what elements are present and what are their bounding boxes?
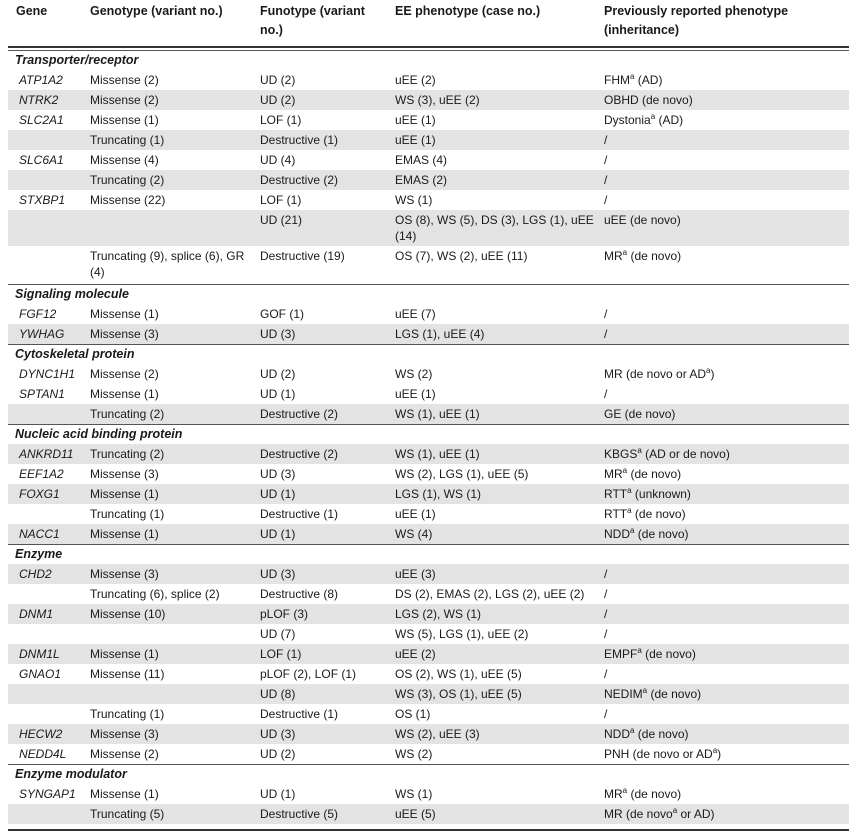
footnote-marker: a bbox=[630, 726, 635, 735]
footnote-marker: a bbox=[672, 806, 678, 815]
ee-phenotype-cell: WS (4) bbox=[395, 527, 433, 541]
ee-phenotype-cell: OS (8), WS (5), DS (3), LGS (1), uEE (14) bbox=[395, 213, 594, 243]
phenotype-text: PNH (de novo or AD bbox=[604, 747, 713, 761]
footnote-marker: a bbox=[622, 248, 628, 257]
funotype-cell: LOF (1) bbox=[260, 647, 302, 661]
phenotype-text: / bbox=[604, 193, 608, 207]
previous-phenotype-cell bbox=[604, 72, 849, 88]
table-row bbox=[8, 210, 849, 246]
previous-phenotype-cell bbox=[604, 486, 849, 502]
table-row bbox=[8, 584, 849, 604]
section-row bbox=[8, 284, 849, 304]
phenotype-text: NEDIM bbox=[604, 687, 643, 701]
ee-phenotype-cell: uEE (1) bbox=[395, 113, 436, 127]
table-row bbox=[8, 324, 849, 344]
phenotype-text: MR bbox=[604, 467, 623, 481]
phenotype-text: / bbox=[604, 307, 608, 321]
previous-phenotype-cell bbox=[604, 506, 849, 522]
table-row bbox=[8, 404, 849, 424]
previous-phenotype-cell bbox=[604, 806, 849, 822]
genotype-cell: Missense (2) bbox=[90, 73, 159, 87]
ee-phenotype-cell: WS (2) bbox=[395, 747, 433, 761]
ee-phenotype-cell: EMAS (4) bbox=[395, 153, 448, 167]
funotype-cell: Destructive (1) bbox=[260, 507, 339, 521]
section-rule bbox=[8, 344, 849, 345]
genotype-cell: Truncating (1) bbox=[90, 507, 165, 521]
gene-cell: GNAO1 bbox=[19, 667, 62, 681]
table-row bbox=[8, 644, 849, 664]
table-row bbox=[8, 90, 849, 110]
previous-phenotype-cell bbox=[604, 112, 849, 128]
footnote-marker: a bbox=[630, 526, 635, 535]
funotype-cell: Destructive (5) bbox=[260, 807, 339, 821]
phenotype-text: / bbox=[604, 667, 608, 681]
phenotype-text: (AD) bbox=[634, 73, 663, 87]
phenotype-text: (de novo) bbox=[627, 249, 682, 263]
footnote-marker: a bbox=[637, 446, 642, 455]
funotype-cell: UD (3) bbox=[260, 327, 296, 341]
gene-cell: SYNGAP1 bbox=[19, 787, 76, 801]
table-row bbox=[8, 744, 849, 764]
gene-cell: NTRK2 bbox=[19, 93, 59, 107]
funotype-cell: UD (1) bbox=[260, 527, 296, 541]
gene-cell: ATP1A2 bbox=[19, 73, 63, 87]
table-row bbox=[8, 804, 849, 824]
header-genotype: Genotype (variant no.) bbox=[90, 4, 223, 18]
genotype-cell: Missense (3) bbox=[90, 327, 159, 341]
genotype-cell: Missense (1) bbox=[90, 787, 159, 801]
previous-phenotype-cell bbox=[604, 466, 849, 482]
ee-phenotype-cell: WS (1) bbox=[395, 193, 433, 207]
phenotype-text: KBGS bbox=[604, 447, 638, 461]
phenotype-text: (de novo) bbox=[634, 727, 689, 741]
phenotype-text: EMPF bbox=[604, 647, 638, 661]
phenotype-text: (de novo) bbox=[634, 527, 689, 541]
genotype-cell: Missense (1) bbox=[90, 387, 159, 401]
table-row bbox=[8, 170, 849, 190]
bottom-rule bbox=[8, 829, 849, 831]
previous-phenotype-cell bbox=[604, 248, 849, 264]
genotype-cell: Missense (1) bbox=[90, 527, 159, 541]
footnote-marker: a bbox=[650, 112, 656, 121]
funotype-cell: UD (3) bbox=[260, 727, 296, 741]
table-header bbox=[0, 0, 857, 44]
funotype-cell: UD (2) bbox=[260, 93, 296, 107]
section-rule bbox=[8, 424, 849, 425]
table-row bbox=[8, 504, 849, 524]
section-rule bbox=[8, 284, 849, 285]
ee-phenotype-cell: LGS (1), uEE (4) bbox=[395, 327, 485, 341]
gene-cell: NACC1 bbox=[19, 527, 60, 541]
ee-phenotype-cell: OS (7), WS (2), uEE (11) bbox=[395, 249, 528, 263]
ee-phenotype-cell: WS (2), uEE (3) bbox=[395, 727, 480, 741]
phenotype-text: uEE (de novo) bbox=[604, 213, 681, 227]
footnote-marker: a bbox=[627, 506, 632, 515]
phenotype-text: OBHD (de novo) bbox=[604, 93, 693, 107]
phenotype-text: / bbox=[604, 153, 608, 167]
previous-phenotype-cell bbox=[604, 446, 849, 462]
phenotype-text: / bbox=[604, 173, 608, 187]
previous-phenotype-cell bbox=[604, 606, 849, 622]
funotype-cell: Destructive (2) bbox=[260, 173, 339, 187]
previous-phenotype-cell bbox=[604, 726, 849, 742]
genotype-cell: Missense (11) bbox=[90, 667, 165, 681]
phenotype-text: / bbox=[604, 627, 608, 641]
previous-phenotype-cell bbox=[604, 646, 849, 662]
funotype-cell: UD (2) bbox=[260, 73, 296, 87]
header-rule bbox=[8, 46, 849, 48]
phenotype-text: ) bbox=[710, 367, 715, 381]
ee-phenotype-cell: WS (3), uEE (2) bbox=[395, 93, 480, 107]
funotype-cell: LOF (1) bbox=[260, 193, 302, 207]
funotype-cell: pLOF (2), LOF (1) bbox=[260, 667, 357, 681]
phenotype-text: NDD bbox=[604, 727, 630, 741]
funotype-cell: Destructive (8) bbox=[260, 587, 339, 601]
previous-phenotype-cell bbox=[604, 326, 849, 342]
phenotype-text: (AD) bbox=[655, 113, 684, 127]
previous-phenotype-cell bbox=[604, 746, 849, 762]
header-previous-phenotype: Previously reported phenotype (inheritance) bbox=[604, 4, 789, 37]
previous-phenotype-cell bbox=[604, 666, 849, 682]
gene-cell: STXBP1 bbox=[19, 193, 66, 207]
funotype-cell: UD (2) bbox=[260, 367, 296, 381]
table-row bbox=[8, 364, 849, 384]
gene-cell: SLC6A1 bbox=[19, 153, 64, 167]
genotype-cell: Missense (1) bbox=[90, 307, 159, 321]
section-rule bbox=[8, 764, 849, 765]
gene-cell: EEF1A2 bbox=[19, 467, 64, 481]
phenotype-text: (de novo) bbox=[631, 507, 686, 521]
ee-phenotype-cell: WS (1) bbox=[395, 787, 433, 801]
ee-phenotype-cell: WS (1), uEE (1) bbox=[395, 407, 480, 421]
section-label: Transporter/receptor bbox=[15, 53, 139, 67]
footnote-marker: a bbox=[642, 686, 648, 695]
header-funotype: Funotype (variant no.) bbox=[260, 4, 365, 37]
ee-phenotype-cell: WS (1), uEE (1) bbox=[395, 447, 480, 461]
funotype-cell: Destructive (2) bbox=[260, 407, 339, 421]
gene-cell: YWHAG bbox=[19, 327, 65, 341]
footnote-marker: a bbox=[622, 466, 628, 475]
genotype-cell: Missense (1) bbox=[90, 647, 159, 661]
previous-phenotype-cell bbox=[604, 626, 849, 642]
table-row bbox=[8, 150, 849, 170]
genotype-cell: Truncating (6), splice (2) bbox=[90, 587, 220, 601]
previous-phenotype-cell bbox=[604, 686, 849, 702]
table-row bbox=[8, 444, 849, 464]
phenotype-text: / bbox=[604, 133, 608, 147]
phenotype-text: MR bbox=[604, 787, 623, 801]
table-row bbox=[8, 190, 849, 210]
phenotype-text: (de novo) bbox=[641, 647, 696, 661]
table-row bbox=[8, 604, 849, 624]
section-row bbox=[8, 344, 849, 364]
phenotype-text: / bbox=[604, 587, 608, 601]
ee-phenotype-cell: OS (2), WS (1), uEE (5) bbox=[395, 667, 522, 681]
ee-phenotype-cell: DS (2), EMAS (2), LGS (2), uEE (2) bbox=[395, 587, 585, 601]
funotype-cell: UD (3) bbox=[260, 567, 296, 581]
gene-cell: SLC2A1 bbox=[19, 113, 64, 127]
table-row bbox=[8, 304, 849, 324]
footnote-marker: a bbox=[637, 646, 642, 655]
funotype-cell: Destructive (1) bbox=[260, 133, 339, 147]
genotype-cell: Truncating (2) bbox=[90, 407, 165, 421]
ee-phenotype-cell: uEE (7) bbox=[395, 307, 436, 321]
header-gene: Gene bbox=[16, 4, 48, 18]
phenotype-text: MR (de novo bbox=[604, 807, 673, 821]
funotype-cell: UD (3) bbox=[260, 467, 296, 481]
previous-phenotype-cell bbox=[604, 526, 849, 542]
previous-phenotype-cell bbox=[604, 172, 849, 188]
previous-phenotype-cell bbox=[604, 786, 849, 802]
ee-phenotype-cell: uEE (2) bbox=[395, 647, 436, 661]
funotype-cell: UD (7) bbox=[260, 627, 296, 641]
genotype-cell: Missense (3) bbox=[90, 727, 159, 741]
funotype-cell: UD (4) bbox=[260, 153, 296, 167]
genotype-cell: Missense (10) bbox=[90, 607, 166, 621]
phenotype-text: RTT bbox=[604, 487, 628, 501]
phenotype-text: ) bbox=[717, 747, 722, 761]
phenotype-text: Dystonia bbox=[604, 113, 651, 127]
funotype-cell: LOF (1) bbox=[260, 113, 302, 127]
genotype-cell: Truncating (1) bbox=[90, 133, 165, 147]
footnote-marker: a bbox=[627, 486, 632, 495]
previous-phenotype-cell bbox=[604, 152, 849, 168]
genotype-cell: Truncating (5) bbox=[90, 807, 165, 821]
footnote-marker: a bbox=[706, 366, 711, 375]
gene-cell: DYNC1H1 bbox=[19, 367, 76, 381]
footnote-marker: a bbox=[712, 746, 718, 755]
header-ee-phenotype: EE phenotype (case no.) bbox=[395, 4, 541, 18]
table-row bbox=[8, 246, 849, 284]
section-rule bbox=[8, 544, 849, 545]
section-label: Signaling molecule bbox=[15, 287, 129, 301]
ee-phenotype-cell: uEE (1) bbox=[395, 387, 436, 401]
table-row bbox=[8, 484, 849, 504]
table-row bbox=[8, 704, 849, 724]
ee-phenotype-cell: OS (1) bbox=[395, 707, 431, 721]
previous-phenotype-cell bbox=[604, 406, 849, 422]
table-row bbox=[8, 464, 849, 484]
footnote-marker: a bbox=[630, 72, 635, 81]
previous-phenotype-cell bbox=[604, 132, 849, 148]
previous-phenotype-cell bbox=[604, 192, 849, 208]
genotype-cell: Truncating (2) bbox=[90, 447, 165, 461]
phenotype-text: (de novo) bbox=[627, 787, 682, 801]
section-label: Enzyme bbox=[15, 547, 63, 561]
table-row bbox=[8, 564, 849, 584]
ee-phenotype-cell: LGS (1), WS (1) bbox=[395, 487, 482, 501]
phenotype-text: (unknown) bbox=[631, 487, 691, 501]
phenotype-text: / bbox=[604, 567, 608, 581]
section-label: Enzyme modulator bbox=[15, 767, 127, 781]
genotype-cell: Truncating (9), splice (6), GR (4) bbox=[90, 249, 245, 279]
section-row bbox=[8, 544, 849, 564]
section-row bbox=[8, 424, 849, 444]
gene-cell: CHD2 bbox=[19, 567, 52, 581]
funotype-cell: UD (8) bbox=[260, 687, 296, 701]
table-row bbox=[8, 664, 849, 684]
genotype-cell: Truncating (2) bbox=[90, 173, 165, 187]
previous-phenotype-cell bbox=[604, 586, 849, 602]
genotype-cell: Missense (22) bbox=[90, 193, 166, 207]
funotype-cell: UD (1) bbox=[260, 787, 296, 801]
previous-phenotype-cell bbox=[604, 306, 849, 322]
table-row bbox=[8, 724, 849, 744]
ee-phenotype-cell: EMAS (2) bbox=[395, 173, 448, 187]
previous-phenotype-cell bbox=[604, 366, 849, 382]
previous-phenotype-cell bbox=[604, 212, 849, 228]
ee-phenotype-cell: uEE (2) bbox=[395, 73, 436, 87]
gene-cell: FOXG1 bbox=[19, 487, 60, 501]
genotype-cell: Missense (2) bbox=[90, 367, 159, 381]
table-row bbox=[8, 70, 849, 90]
phenotype-text: / bbox=[604, 707, 608, 721]
table-row bbox=[8, 784, 849, 804]
ee-phenotype-cell: uEE (3) bbox=[395, 567, 436, 581]
ee-phenotype-cell: WS (2), LGS (1), uEE (5) bbox=[395, 467, 529, 481]
phenotype-text: / bbox=[604, 387, 608, 401]
funotype-cell: UD (1) bbox=[260, 487, 296, 501]
gene-cell: FGF12 bbox=[19, 307, 57, 321]
gene-cell: NEDD4L bbox=[19, 747, 67, 761]
table-row bbox=[8, 110, 849, 130]
phenotype-text: (de novo) bbox=[647, 687, 702, 701]
funotype-cell: pLOF (3) bbox=[260, 607, 309, 621]
section-label: Cytoskeletal protein bbox=[15, 347, 135, 361]
section-row bbox=[8, 764, 849, 784]
gene-cell: HECW2 bbox=[19, 727, 63, 741]
table-row bbox=[8, 624, 849, 644]
genotype-cell: Truncating (1) bbox=[90, 707, 165, 721]
funotype-cell: Destructive (2) bbox=[260, 447, 339, 461]
funotype-cell: UD (2) bbox=[260, 747, 296, 761]
gene-cell: DNM1L bbox=[19, 647, 60, 661]
ee-phenotype-cell: uEE (1) bbox=[395, 133, 436, 147]
ee-phenotype-cell: LGS (2), WS (1) bbox=[395, 607, 482, 621]
ee-phenotype-cell: uEE (1) bbox=[395, 507, 436, 521]
ee-phenotype-cell: uEE (5) bbox=[395, 807, 436, 821]
phenotype-text: FHM bbox=[604, 73, 630, 87]
phenotype-text: RTT bbox=[604, 507, 628, 521]
phenotype-text: (AD or de novo) bbox=[641, 447, 730, 461]
previous-phenotype-cell bbox=[604, 706, 849, 722]
phenotype-text: or AD) bbox=[677, 807, 715, 821]
phenotype-text: NDD bbox=[604, 527, 630, 541]
ee-phenotype-cell: WS (2) bbox=[395, 367, 433, 381]
table-row bbox=[8, 384, 849, 404]
funotype-cell: Destructive (1) bbox=[260, 707, 339, 721]
phenotype-text: MR bbox=[604, 249, 623, 263]
previous-phenotype-cell bbox=[604, 566, 849, 582]
gene-cell: DNM1 bbox=[19, 607, 54, 621]
ee-phenotype-cell: WS (5), LGS (1), uEE (2) bbox=[395, 627, 529, 641]
genotype-cell: Missense (4) bbox=[90, 153, 159, 167]
genotype-cell: Missense (2) bbox=[90, 747, 159, 761]
table-row bbox=[8, 524, 849, 544]
genotype-cell: Missense (1) bbox=[90, 487, 159, 501]
phenotype-text: (de novo) bbox=[627, 467, 682, 481]
table-row bbox=[8, 130, 849, 150]
gene-cell: ANKRD11 bbox=[19, 447, 74, 461]
previous-phenotype-cell bbox=[604, 92, 849, 108]
genotype-cell: Missense (1) bbox=[90, 113, 159, 127]
phenotype-text: / bbox=[604, 607, 608, 621]
genotype-cell: Missense (3) bbox=[90, 567, 159, 581]
section-label: Nucleic acid binding protein bbox=[15, 427, 183, 441]
funotype-cell: UD (1) bbox=[260, 387, 296, 401]
funotype-cell: UD (21) bbox=[260, 213, 303, 227]
gene-cell: SPTAN1 bbox=[19, 387, 65, 401]
table-row bbox=[8, 684, 849, 704]
ee-phenotype-cell: WS (3), OS (1), uEE (5) bbox=[395, 687, 522, 701]
phenotype-text: / bbox=[604, 327, 608, 341]
funotype-cell: GOF (1) bbox=[260, 307, 304, 321]
genotype-cell: Missense (2) bbox=[90, 93, 159, 107]
genotype-cell: Missense (3) bbox=[90, 467, 159, 481]
section-row bbox=[8, 50, 849, 70]
phenotype-text: MR (de novo or AD bbox=[604, 367, 707, 381]
section-rule bbox=[8, 50, 849, 51]
previous-phenotype-cell bbox=[604, 386, 849, 402]
footnote-marker: a bbox=[622, 786, 628, 795]
phenotype-text: GE (de novo) bbox=[604, 407, 676, 421]
funotype-cell: Destructive (19) bbox=[260, 249, 345, 263]
